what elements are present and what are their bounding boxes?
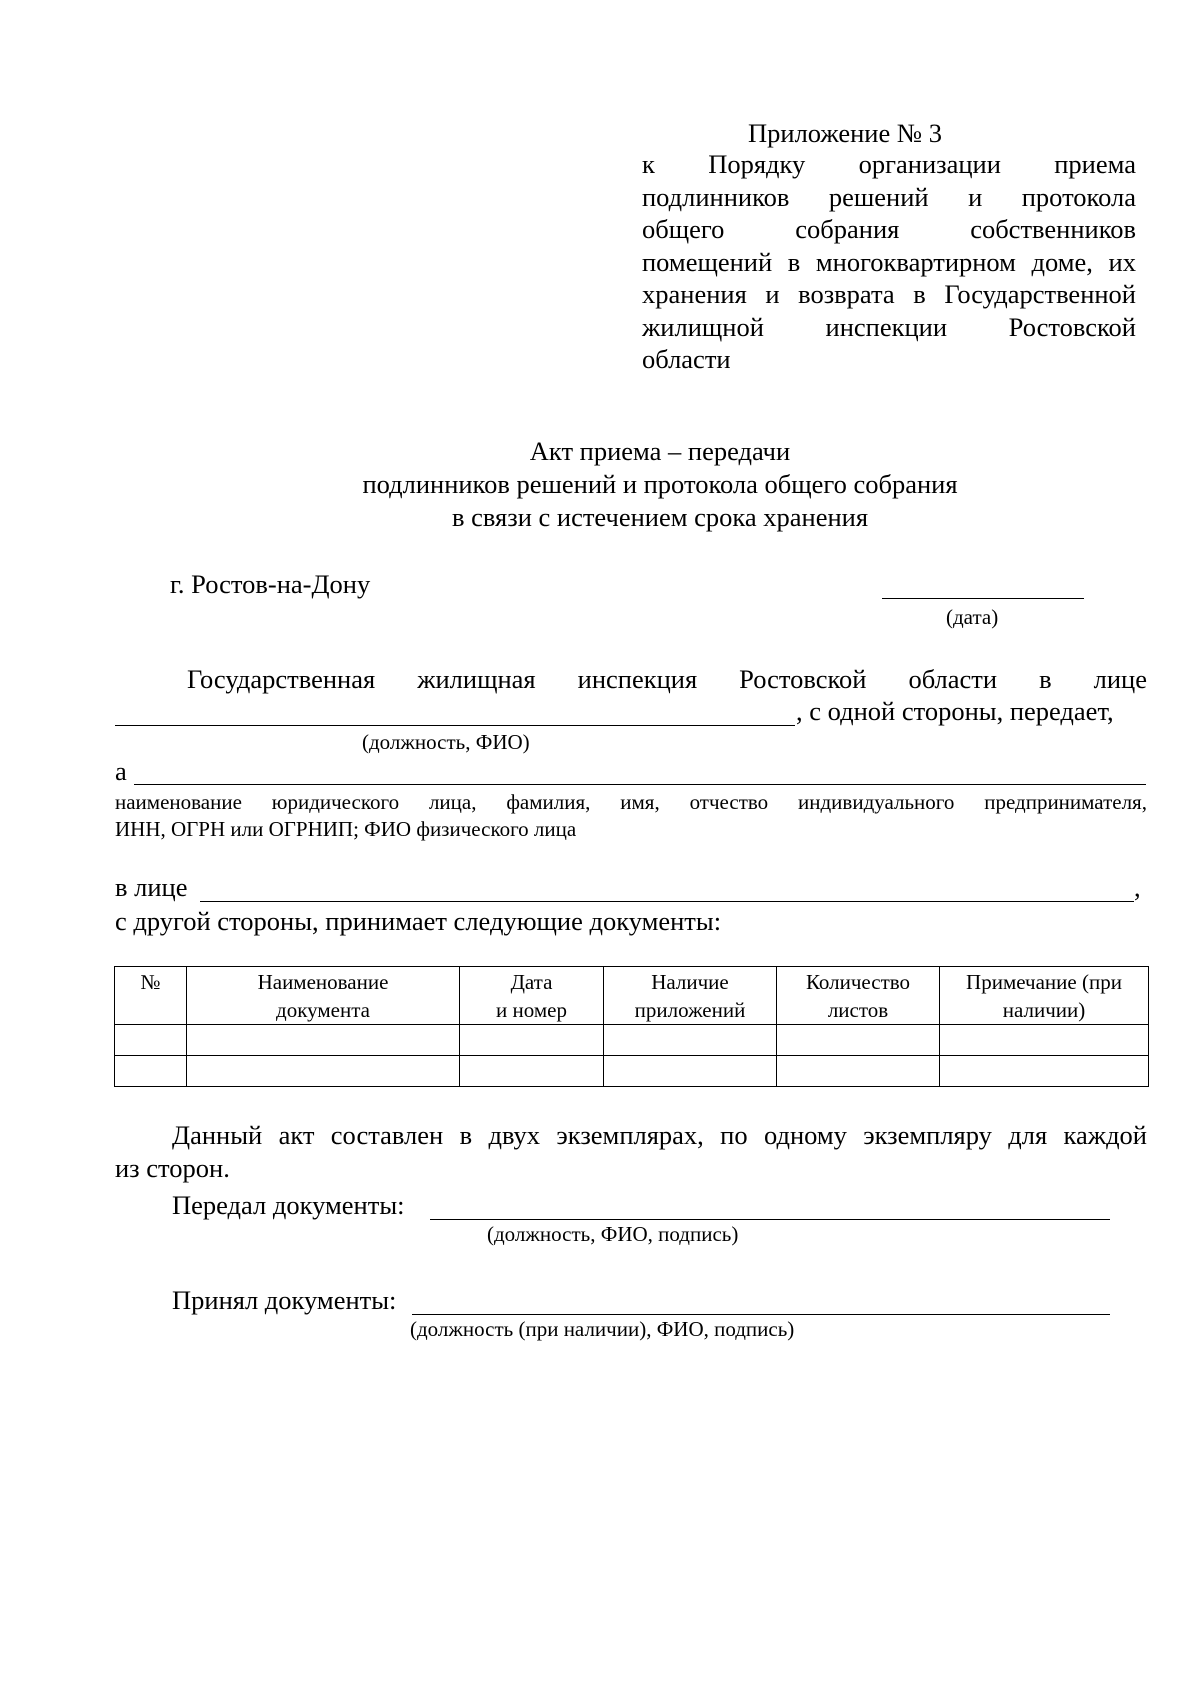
official-caption: (должность, ФИО) bbox=[362, 730, 530, 754]
para1-word: области bbox=[908, 664, 998, 694]
appendix-line bbox=[642, 182, 1136, 215]
table-cell[interactable] bbox=[604, 1056, 777, 1087]
appendix-word: собственников bbox=[970, 214, 1136, 244]
table-header-row bbox=[115, 967, 1149, 1025]
appendix-word: многоквартирном bbox=[815, 246, 1016, 277]
column-header-attachments: Наличие приложений bbox=[604, 967, 777, 1025]
party-caption-word: индивидуального bbox=[798, 790, 955, 814]
received-signature-line[interactable] bbox=[412, 1314, 1110, 1315]
table-cell[interactable] bbox=[940, 1025, 1149, 1056]
appendix-word: решений bbox=[828, 181, 929, 212]
para1-word: лице bbox=[1093, 664, 1147, 694]
party-caption-word: предпринимателя, bbox=[984, 790, 1147, 814]
table-row bbox=[115, 1056, 1149, 1087]
party-caption-line2: ИНН, ОГРН или ОГРНИП; ФИО физического лица bbox=[115, 817, 577, 841]
closing-word: экземплярах, bbox=[556, 1120, 704, 1150]
city: г. Ростов-на-Дону bbox=[170, 569, 371, 599]
closing-word: двух bbox=[488, 1120, 541, 1150]
para1-tail: , с одной стороны, передает, bbox=[796, 696, 1114, 726]
appendix-word: подлинников bbox=[642, 181, 790, 212]
party-caption-word: лица, bbox=[428, 790, 477, 814]
appendix-word: и bbox=[968, 181, 983, 212]
table-cell[interactable] bbox=[187, 1025, 460, 1056]
appendix-line bbox=[642, 344, 1136, 377]
appendix-line bbox=[642, 149, 1136, 182]
appendix-line bbox=[642, 312, 1136, 345]
appendix-title: Приложение № 3 bbox=[748, 118, 943, 148]
party-caption-line1 bbox=[115, 790, 1147, 815]
para1-word: в bbox=[1039, 664, 1052, 694]
para1-word: инспекция bbox=[577, 664, 698, 694]
column-header-date-number: Дата и номер bbox=[460, 967, 604, 1025]
table-cell[interactable] bbox=[187, 1056, 460, 1087]
appendix-word: помещений bbox=[642, 246, 773, 277]
closing-word: каждой bbox=[1063, 1120, 1147, 1150]
table-cell[interactable] bbox=[777, 1025, 940, 1056]
closing-line2: из сторон. bbox=[115, 1153, 230, 1183]
document-title bbox=[0, 436, 1200, 535]
column-header-document-name: Наименование документа bbox=[187, 967, 460, 1025]
closing-word: акт bbox=[278, 1120, 315, 1150]
closing-word: для bbox=[1008, 1120, 1048, 1150]
table-row bbox=[115, 1025, 1149, 1056]
appendix-word: жилищной bbox=[642, 311, 764, 342]
table-cell[interactable] bbox=[460, 1025, 604, 1056]
appendix-line bbox=[642, 279, 1136, 312]
table-cell[interactable] bbox=[940, 1056, 1149, 1087]
appendix-word: в bbox=[787, 246, 801, 277]
documents-table bbox=[114, 966, 1149, 1087]
appendix-word: в bbox=[913, 279, 926, 309]
appendix-word: организации bbox=[858, 149, 1001, 179]
appendix-line bbox=[642, 214, 1136, 247]
appendix-word: протокола bbox=[1021, 181, 1136, 212]
closing-word: составлен bbox=[330, 1120, 444, 1150]
representative-line[interactable] bbox=[200, 901, 1134, 902]
para1-word: Государственная bbox=[187, 664, 376, 694]
date-field-line[interactable] bbox=[882, 598, 1084, 599]
appendix-word: области bbox=[642, 344, 731, 374]
column-header-sheet-count: Количество листов bbox=[777, 967, 940, 1025]
appendix-line bbox=[642, 247, 1136, 280]
handed-signature-line[interactable] bbox=[430, 1219, 1110, 1220]
closing-line1 bbox=[172, 1120, 1147, 1152]
title-line-2: подлинников решений и протокола общего собрания bbox=[362, 469, 958, 499]
handed-label: Передал документы: bbox=[172, 1190, 405, 1220]
appendix-word: инспекции bbox=[825, 311, 948, 342]
appendix-word: хранения bbox=[642, 279, 747, 309]
appendix-word: возврата bbox=[798, 279, 895, 309]
appendix-word: Ростовской bbox=[1008, 311, 1136, 342]
rep-suffix: , bbox=[1134, 872, 1141, 902]
table-cell[interactable] bbox=[777, 1056, 940, 1087]
appendix-word: к bbox=[642, 149, 655, 179]
date-caption: (дата) bbox=[946, 605, 999, 629]
appendix-word: общего bbox=[642, 214, 725, 244]
column-header-number: № bbox=[115, 967, 187, 1025]
party-prefix: а bbox=[115, 756, 127, 786]
para1-line1 bbox=[187, 664, 1147, 696]
para1-word: жилищная bbox=[417, 664, 536, 694]
title-line-3: в связи с истечением срока хранения bbox=[451, 502, 869, 532]
table-cell[interactable] bbox=[460, 1056, 604, 1087]
appendix-word: Государственной bbox=[944, 279, 1136, 309]
closing-word: экземпляру bbox=[863, 1120, 992, 1150]
closing-word: одному bbox=[763, 1120, 847, 1150]
title-line-1: Акт приема – передачи bbox=[529, 436, 791, 466]
rep-line2: с другой стороны, принимает следующие документы: bbox=[115, 906, 722, 936]
appendix-word: приема bbox=[1054, 149, 1136, 179]
received-caption: (должность (при наличии), ФИО, подпись) bbox=[410, 1317, 795, 1341]
para1-word: Ростовской bbox=[739, 664, 867, 694]
appendix-word: собрания bbox=[795, 214, 900, 244]
closing-word: Данный bbox=[172, 1120, 263, 1150]
appendix-word: их bbox=[1108, 246, 1136, 277]
closing-word: в bbox=[459, 1120, 473, 1150]
party-caption-word: наименование bbox=[115, 790, 242, 814]
closing-word: по bbox=[720, 1120, 748, 1150]
appendix-word: Порядку bbox=[708, 149, 806, 179]
rep-prefix: в лице bbox=[115, 872, 188, 902]
table-cell[interactable] bbox=[115, 1025, 187, 1056]
party-caption-word: отчество bbox=[689, 790, 769, 814]
received-label: Принял документы: bbox=[172, 1285, 397, 1315]
handed-caption: (должность, ФИО, подпись) bbox=[487, 1222, 739, 1246]
party-caption-word: имя, bbox=[620, 790, 660, 814]
party-name-line[interactable] bbox=[134, 784, 1146, 785]
official-name-line[interactable] bbox=[115, 725, 795, 726]
table-cell[interactable] bbox=[115, 1056, 187, 1087]
appendix-text bbox=[642, 149, 1136, 377]
party-caption-word: фамилия, bbox=[506, 790, 591, 814]
table-cell[interactable] bbox=[604, 1025, 777, 1056]
party-caption-word: юридического bbox=[271, 790, 400, 814]
appendix-word: доме, bbox=[1031, 246, 1093, 277]
column-header-notes: Примечание (при наличии) bbox=[940, 967, 1149, 1025]
appendix-word: и bbox=[765, 279, 780, 309]
